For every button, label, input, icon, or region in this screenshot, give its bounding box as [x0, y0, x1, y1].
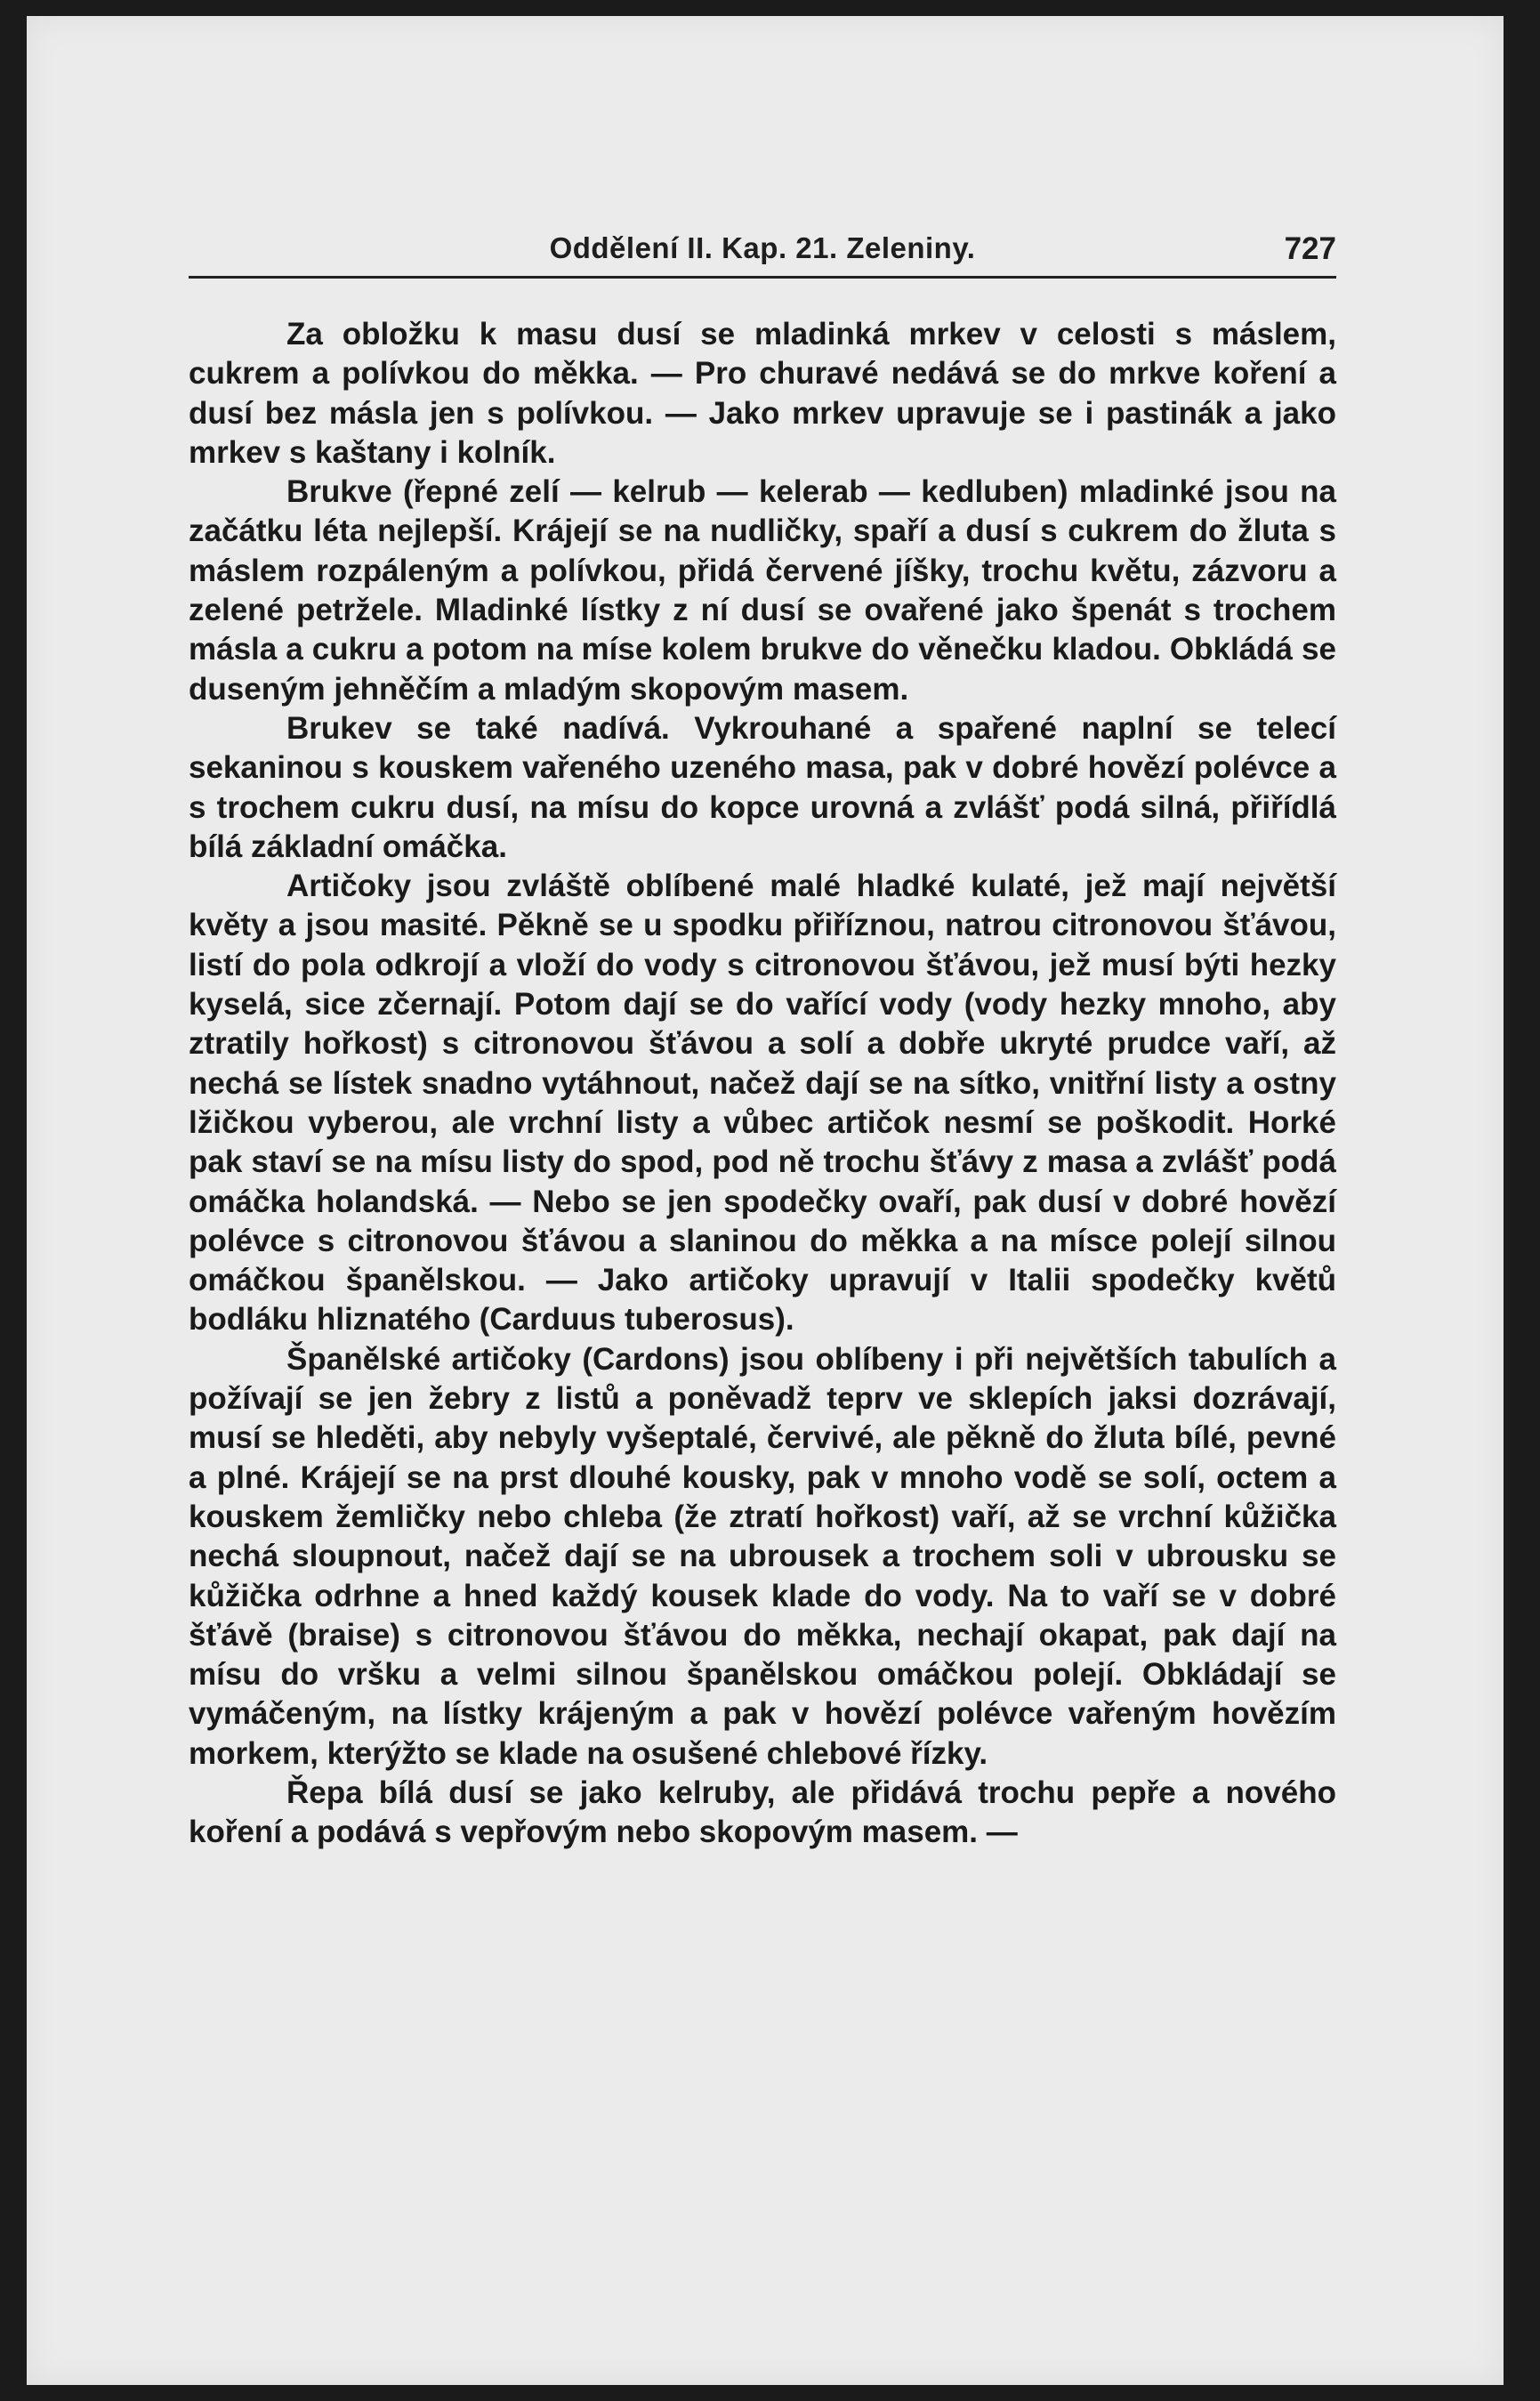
- paragraph-stuffed-kohlrabi: Brukev se také nadívá. Vykrouhané a spařené naplní se telecí sekaninou s kouskem vařeného uzeného masa, pak v dobré hovězí polévce a s trochem cukru dusí, na mísu do kopce urovná a zvlášť podá silná, přiřídlá bílá základní omáčka.: [189, 710, 1336, 864]
- chapter-title: Oddělení II. Kap. 21. Zeleniny.: [549, 231, 976, 264]
- page-number: 727: [1284, 231, 1336, 266]
- paragraph-carrots: Za obložku k masu dusí se mladinká mrkev v celosti s máslem, cukrem a polívkou do měkka. — Pro churavé nedává se do mrkve koření a dusí bez másla jen s polívkou. — Jako mrkev upravuje se i pastinák a jako mrkev s kaštany i kolník.: [189, 317, 1336, 470]
- body-text: [189, 315, 1336, 1853]
- paragraph-artichokes: Artičoky jsou zvláště oblíbené malé hladké kulaté, jež mají největší květy a jsou masité. Pěkně se u spodku přiříznou, natrou citronovou šťávou, listí do pola odkrojí a vloží do vody s citronovou šťávou, jež musí býti hezky kyselá, sice zčernají. Potom dají se do vařící vody (vody hezky mnoho, aby ztratily hořkost) s citronovou šťávou a solí a dobře ukryté prudce vaří, až nechá se lístek snadno vytáhnout, načež dají se na sítko, vnitřní listy a ostny lžičkou vyberou, ale vrchní listy a vůbec artičok nesmí se poškodit. Horké pak staví se na mísu listy do spod, pod ně trochu šťávy z masa a zvlášť podá omáčka holandská. — Nebo se jen spodečky ovaří, pak dusí v dobré hovězí polévce s citronovou šťávou a slaninou do měkka a na mísce polejí silnou omáčkou španělskou. — Jako artičoky upravují v Italii spodečky květů bodláku hliznatého (Carduus tuberosus).: [189, 869, 1336, 1338]
- paragraph-spanish-artichokes: Španělské artičoky (Cardons) jsou oblíbeny i při největších tabulích a požívají se jen žebry z listů a poněvadž teprv ve sklepích jaksi dozrávají, musí se hleděti, aby nebyly vyšeptalé, červivé, ale pěkně do žluta bílé, pevné a plné. Krájejí se na prst dlouhé kousky, pak v mnoho vodě se solí, octem a kouskem žemličky nebo chleba (že ztratí hořkost) vaří, až se vrchní kůžička nechá sloupnout, načež dají se na ubrousek a trochem soli v ubrousku se kůžička odrhne a hned každý kousek klade do vody. Na to vaří se v dobré šťávě (braise) s citronovou šťávou do měkka, nechají okapat, pak dají na mísu do vršku a velmi silnou španělskou omáčkou polejí. Obkládají se vymáčeným, na lístky krájeným a pak v hovězí polévce vařeným hovězím morkem, kterýžto se klade na osušené chlebové řízky.: [189, 1341, 1336, 1771]
- paragraph-kohlrabi: Brukve (řepné zelí — kelrub — kelerab — kedluben) mladinké jsou na začátku léta nejlepší. Krájejí se na nudličky, spaří a dusí s cukrem do žluta s máslem rozpáleným a polívkou, přidá červené jíšky, trochu květu, zázvoru a zelené petržele. Mladinké lístky z ní dusí se ovařené jako špenát s trochem másla a cukru a potom na míse kolem brukve do věnečku kladou. Obkládá se duseným jehněčím a mladým skopovým masem.: [189, 474, 1336, 707]
- book-page: [27, 16, 1504, 2385]
- running-header: [189, 214, 1336, 279]
- paragraph-white-turnip: Řepa bílá dusí se jako kelruby, ale přidává trochu pepře a nového koření a podává s vepřovým nebo skopovým masem. —: [189, 1774, 1336, 1850]
